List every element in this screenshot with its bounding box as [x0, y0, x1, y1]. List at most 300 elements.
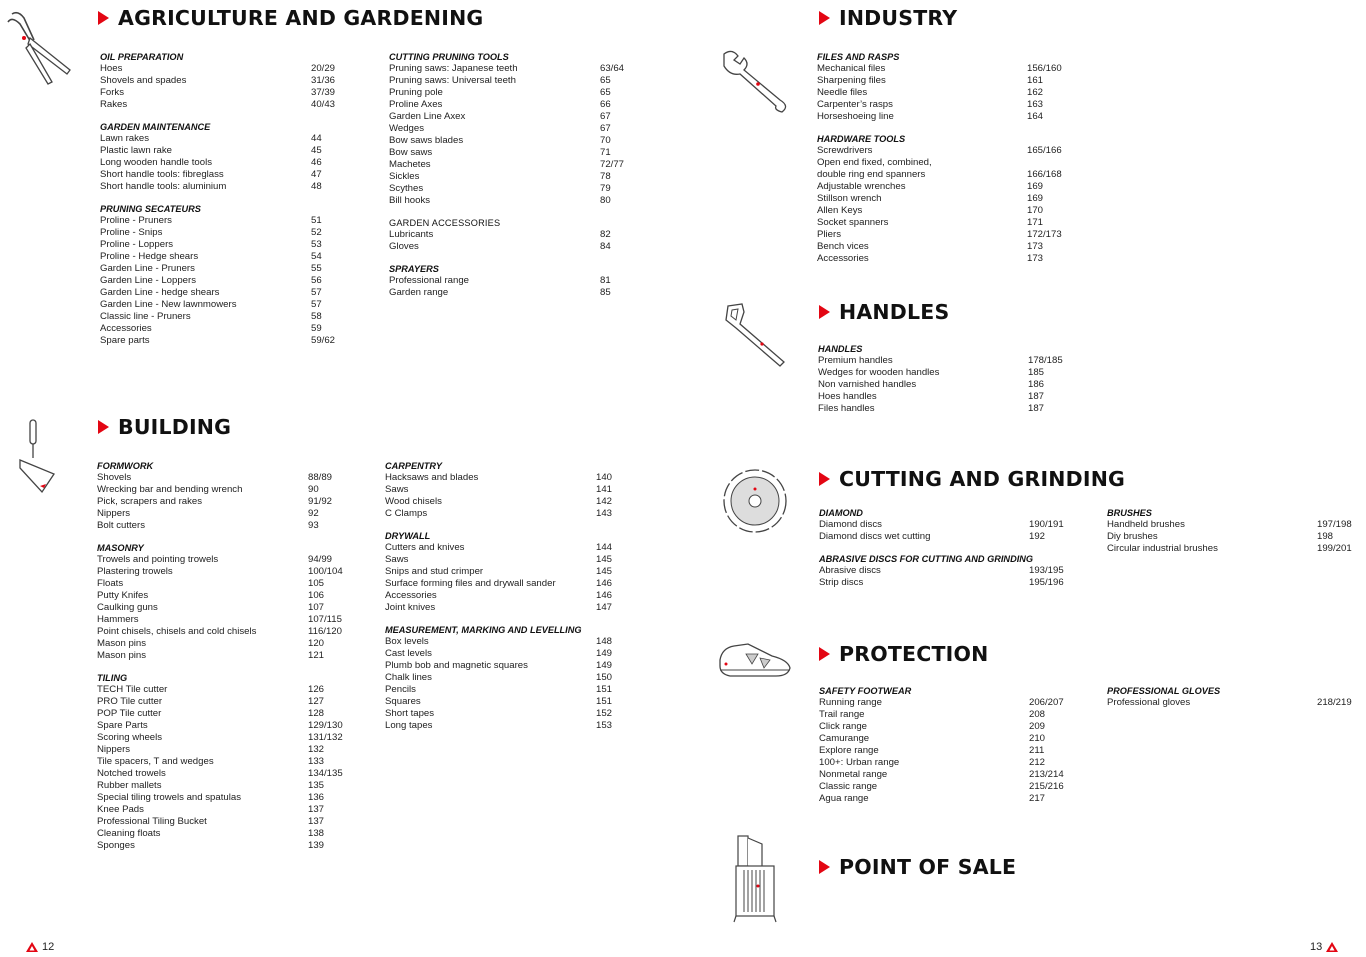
- group-title: PRUNING SECATEURS: [100, 204, 201, 214]
- item-page: 156/160: [1027, 63, 1062, 74]
- wrench-icon: [720, 48, 790, 114]
- item-page: 187: [1028, 391, 1045, 402]
- group-title: DIAMOND: [819, 508, 863, 518]
- index-row: [97, 566, 367, 578]
- index-row: [97, 650, 367, 662]
- item-name: Spare parts: [100, 335, 150, 346]
- section-marker-icon: [98, 420, 109, 434]
- section-title-text: INDUSTRY: [839, 6, 958, 30]
- item-name: Surface forming files and drywall sander: [385, 578, 556, 589]
- item-page: 142: [596, 496, 613, 507]
- index-row: [389, 229, 649, 241]
- item-page: 161: [1027, 75, 1044, 86]
- item-page: 148: [596, 636, 613, 647]
- item-name: Proline Axes: [389, 99, 443, 110]
- item-page: 82: [600, 229, 611, 240]
- item-name: 100+: Urban range: [819, 757, 900, 768]
- item-page: 133: [308, 756, 325, 767]
- cutting-column-2: [1107, 507, 1362, 565]
- item-name: Classic line - Pruners: [100, 311, 191, 322]
- index-row: [385, 708, 645, 720]
- index-row: [100, 323, 360, 335]
- index-row: [818, 355, 1088, 367]
- item-name: Bolt cutters: [97, 520, 145, 531]
- item-name: Putty Knifes: [97, 590, 149, 601]
- item-page: 54: [311, 251, 322, 262]
- index-row: [100, 251, 360, 263]
- section-title-text: AGRICULTURE AND GARDENING: [118, 6, 484, 30]
- index-row: [97, 768, 367, 780]
- item-page: 192: [1029, 531, 1046, 542]
- item-page: 153: [596, 720, 613, 731]
- index-row: [385, 648, 645, 660]
- item-name: Accessories: [385, 590, 437, 601]
- index-row: [100, 63, 360, 75]
- index-group: [100, 51, 360, 111]
- index-row: [97, 638, 367, 650]
- index-row: [385, 602, 645, 614]
- item-name: Mechanical files: [817, 63, 886, 74]
- index-row: [100, 311, 360, 323]
- item-name: Pruning pole: [389, 87, 443, 98]
- index-row: [97, 472, 367, 484]
- group-title: MASONRY: [97, 543, 144, 553]
- index-row: [100, 215, 360, 227]
- brand-logo-icon: [1326, 942, 1338, 952]
- item-name: Knee Pads: [97, 804, 144, 815]
- item-name: Chalk lines: [385, 672, 432, 683]
- item-name: Hacksaws and blades: [385, 472, 479, 483]
- item-page: 144: [596, 542, 613, 553]
- item-page: 164: [1027, 111, 1044, 122]
- item-name: Cast levels: [385, 648, 432, 659]
- item-name: Hoes handles: [818, 391, 877, 402]
- item-page: 209: [1029, 721, 1046, 732]
- item-page: 162: [1027, 87, 1044, 98]
- item-page: 66: [600, 99, 611, 110]
- item-page: 92: [308, 508, 319, 519]
- item-name: Explore range: [819, 745, 879, 756]
- index-group: [819, 553, 1089, 589]
- item-name: Open end fixed, combined,: [817, 157, 932, 168]
- section-marker-icon: [819, 305, 830, 319]
- page-number-right: [1310, 941, 1338, 953]
- index-group: [819, 507, 1089, 543]
- item-page: 198: [1317, 531, 1334, 542]
- item-page: 90: [308, 484, 319, 495]
- building-column-2: [385, 460, 645, 742]
- item-page: 70: [600, 135, 611, 146]
- item-page: 138: [308, 828, 325, 839]
- item-page: 187: [1028, 403, 1045, 414]
- section-title-text: CUTTING AND GRINDING: [839, 467, 1126, 491]
- group-title: GARDEN MAINTENANCE: [100, 122, 211, 132]
- index-row: [97, 708, 367, 720]
- building-column-1: [97, 460, 367, 862]
- item-page: 81: [600, 275, 611, 286]
- item-page: 91/92: [308, 496, 333, 507]
- index-group: [819, 685, 1089, 805]
- item-page: 152: [596, 708, 613, 719]
- group-title: BRUSHES: [1107, 508, 1152, 518]
- item-name: Bow saws blades: [389, 135, 464, 146]
- item-page: 208: [1029, 709, 1046, 720]
- index-row: [389, 63, 649, 75]
- item-name: Proline - Snips: [100, 227, 163, 238]
- index-group: [1107, 507, 1362, 555]
- item-name: Snips and stud crimper: [385, 566, 484, 577]
- item-name: Pencils: [385, 684, 416, 695]
- item-name: Pruning saws: Japanese teeth: [389, 63, 518, 74]
- index-row: [97, 792, 367, 804]
- index-row: [819, 745, 1089, 757]
- item-page: 58: [311, 311, 322, 322]
- agriculture-column-2: [389, 51, 649, 309]
- section-title-industry: [819, 6, 957, 30]
- group-title: OIL PREPARATION: [100, 52, 184, 62]
- section-title-text: POINT OF SALE: [839, 855, 1017, 879]
- item-name: Proline - Hedge shears: [100, 251, 199, 262]
- page-number-text: 13: [1310, 941, 1323, 953]
- item-name: Proline - Pruners: [100, 215, 172, 226]
- index-row: [389, 275, 649, 287]
- item-name: Files handles: [818, 403, 875, 414]
- item-name: Mason pins: [97, 638, 147, 649]
- item-page: 170: [1027, 205, 1044, 216]
- item-page: 107: [308, 602, 325, 613]
- item-name: Caulking guns: [97, 602, 158, 613]
- item-page: 147: [596, 602, 613, 613]
- item-name: Garden Line - Loppers: [100, 275, 196, 286]
- index-row: [100, 87, 360, 99]
- item-name: Trowels and pointing trowels: [97, 554, 219, 565]
- item-page: 146: [596, 578, 613, 589]
- index-row: [817, 75, 1087, 87]
- index-row: [97, 590, 367, 602]
- section-title-agriculture: [98, 6, 483, 30]
- item-name: Tile spacers, T and wedges: [97, 756, 214, 767]
- index-row: [818, 379, 1088, 391]
- index-row: [389, 159, 649, 171]
- item-page: 55: [311, 263, 322, 274]
- item-name: Trail range: [819, 709, 865, 720]
- group-title: DRYWALL: [385, 531, 431, 541]
- item-page: 146: [596, 590, 613, 601]
- index-row: [817, 99, 1087, 111]
- index-group: [97, 542, 367, 662]
- display-stand-icon: [732, 834, 778, 924]
- item-name: Diamond discs: [819, 519, 882, 530]
- item-name: Rakes: [100, 99, 128, 110]
- index-row: [817, 157, 1087, 169]
- item-page: 80: [600, 195, 611, 206]
- index-row: [817, 241, 1087, 253]
- item-page: 121: [308, 650, 325, 661]
- item-page: 212: [1029, 757, 1046, 768]
- item-name: Camurange: [819, 733, 870, 744]
- index-row: [385, 636, 645, 648]
- section-marker-icon: [819, 11, 830, 25]
- item-page: 166/168: [1027, 169, 1062, 180]
- item-page: 106: [308, 590, 325, 601]
- index-row: [100, 227, 360, 239]
- index-row: [97, 508, 367, 520]
- item-name: Sickles: [389, 171, 420, 182]
- item-name: Short tapes: [385, 708, 435, 719]
- item-name: Accessories: [100, 323, 152, 334]
- item-page: 65: [600, 75, 611, 86]
- index-row: [819, 565, 1089, 577]
- index-group: [389, 263, 649, 299]
- item-page: 44: [311, 133, 322, 144]
- index-row: [819, 697, 1089, 709]
- item-name: TECH Tile cutter: [97, 684, 168, 695]
- item-name: Strip discs: [819, 577, 864, 588]
- item-name: Mason pins: [97, 650, 147, 661]
- index-row: [818, 403, 1088, 415]
- index-row: [1107, 519, 1362, 531]
- item-name: Plastic lawn rake: [100, 145, 172, 156]
- lopper-icon: [4, 8, 74, 86]
- index-row: [100, 287, 360, 299]
- group-title: GARDEN ACCESSORIES: [389, 218, 501, 228]
- item-page: 131/132: [308, 732, 343, 743]
- item-name: Screwdrivers: [817, 145, 873, 156]
- index-row: [97, 626, 367, 638]
- index-row: [97, 554, 367, 566]
- item-page: 137: [308, 804, 325, 815]
- item-name: Plastering trowels: [97, 566, 173, 577]
- index-row: [817, 87, 1087, 99]
- item-name: Bill hooks: [389, 195, 431, 206]
- index-row: [100, 169, 360, 181]
- item-name: Saws: [385, 484, 409, 495]
- section-title-text: HANDLES: [839, 300, 950, 324]
- group-title: MEASUREMENT, MARKING AND LEVELLING: [385, 625, 582, 635]
- item-name: Accessories: [817, 253, 869, 264]
- index-row: [100, 335, 360, 347]
- index-row: [385, 696, 645, 708]
- index-row: [100, 145, 360, 157]
- group-title: PROFESSIONAL GLOVES: [1107, 686, 1221, 696]
- index-row: [818, 391, 1088, 403]
- index-row: [817, 193, 1087, 205]
- item-page: 149: [596, 648, 613, 659]
- item-name: Nonmetal range: [819, 769, 888, 780]
- index-row: [97, 816, 367, 828]
- item-page: 197/198: [1317, 519, 1352, 530]
- index-row: [389, 87, 649, 99]
- item-name: Garden Line Axex: [389, 111, 466, 122]
- item-page: 94/99: [308, 554, 333, 565]
- index-row: [819, 757, 1089, 769]
- item-page: 132: [308, 744, 325, 755]
- item-name: Garden Line - New lawnmowers: [100, 299, 237, 310]
- item-name: Pick, scrapers and rakes: [97, 496, 203, 507]
- item-page: 79: [600, 183, 611, 194]
- index-row: [389, 241, 649, 253]
- item-name: Agua range: [819, 793, 869, 804]
- item-name: Stillson wrench: [817, 193, 882, 204]
- index-row: [1107, 531, 1362, 543]
- index-group: [389, 217, 649, 253]
- item-page: 129/130: [308, 720, 343, 731]
- section-title-protection: [819, 642, 988, 666]
- index-row: [97, 614, 367, 626]
- item-page: 163: [1027, 99, 1044, 110]
- index-group: [389, 51, 649, 207]
- item-name: Classic range: [819, 781, 878, 792]
- index-row: [97, 720, 367, 732]
- index-row: [97, 496, 367, 508]
- index-row: [385, 578, 645, 590]
- index-row: [100, 75, 360, 87]
- trowel-icon: [16, 418, 60, 494]
- item-page: 218/219: [1317, 697, 1352, 708]
- protection-column-2: [1107, 685, 1362, 719]
- item-name: Wedges for wooden handles: [818, 367, 940, 378]
- index-row: [819, 519, 1089, 531]
- item-name: Notched trowels: [97, 768, 166, 779]
- item-name: Rubber mallets: [97, 780, 162, 791]
- item-page: 100/104: [308, 566, 343, 577]
- item-page: 53: [311, 239, 322, 250]
- item-name: Pliers: [817, 229, 841, 240]
- item-name: Box levels: [385, 636, 429, 647]
- item-page: 47: [311, 169, 322, 180]
- item-name: Running range: [819, 697, 882, 708]
- index-group: [97, 672, 367, 852]
- item-page: 85: [600, 287, 611, 298]
- item-name: Shovels: [97, 472, 132, 483]
- index-group: [97, 460, 367, 532]
- group-title: HANDLES: [818, 344, 863, 354]
- item-name: Wedges: [389, 123, 425, 134]
- index-row: [385, 496, 645, 508]
- section-title-handles: [819, 300, 949, 324]
- group-title: CUTTING PRUNING TOOLS: [389, 52, 509, 62]
- group-title: FILES AND RASPS: [817, 52, 900, 62]
- index-row: [389, 111, 649, 123]
- index-row: [817, 229, 1087, 241]
- item-page: 145: [596, 554, 613, 565]
- item-page: 149: [596, 660, 613, 671]
- index-row: [817, 111, 1087, 123]
- item-page: 134/135: [308, 768, 343, 779]
- index-row: [819, 531, 1089, 543]
- index-row: [817, 253, 1087, 265]
- section-marker-icon: [819, 647, 830, 661]
- disc-icon: [722, 468, 788, 534]
- item-name: Click range: [819, 721, 867, 732]
- index-row: [97, 840, 367, 852]
- shoe-icon: [716, 640, 794, 682]
- item-page: 51: [311, 215, 322, 226]
- item-name: Proline - Loppers: [100, 239, 174, 250]
- item-name: Long tapes: [385, 720, 433, 731]
- index-row: [817, 181, 1087, 193]
- index-row: [97, 780, 367, 792]
- index-group: [817, 51, 1087, 123]
- item-page: 52: [311, 227, 322, 238]
- item-page: 93: [308, 520, 319, 531]
- item-page: 173: [1027, 253, 1044, 264]
- item-page: 72/77: [600, 159, 625, 170]
- item-page: 57: [311, 287, 322, 298]
- index-row: [389, 99, 649, 111]
- index-row: [97, 696, 367, 708]
- index-row: [819, 793, 1089, 805]
- item-name: Hoes: [100, 63, 123, 74]
- item-page: 193/195: [1029, 565, 1064, 576]
- item-name: Garden Line - Pruners: [100, 263, 195, 274]
- item-name: Gloves: [389, 241, 419, 252]
- index-row: [385, 590, 645, 602]
- item-page: 169: [1027, 193, 1044, 204]
- index-row: [819, 769, 1089, 781]
- index-row: [817, 63, 1087, 75]
- item-name: Forks: [100, 87, 124, 98]
- item-page: 88/89: [308, 472, 333, 483]
- item-name: Short handle tools: fibreglass: [100, 169, 224, 180]
- index-row: [819, 577, 1089, 589]
- item-page: 67: [600, 123, 611, 134]
- index-row: [100, 133, 360, 145]
- index-group: [385, 460, 645, 520]
- item-page: 137: [308, 816, 325, 827]
- index-row: [97, 602, 367, 614]
- item-name: Professional Tiling Bucket: [97, 816, 207, 827]
- item-page: 71: [600, 147, 611, 158]
- cutting-column-1: [819, 507, 1089, 599]
- index-group: [385, 624, 645, 732]
- index-row: [97, 828, 367, 840]
- group-title: FORMWORK: [97, 461, 154, 471]
- page-number-left: [26, 941, 54, 953]
- item-name: Joint knives: [385, 602, 436, 613]
- index-row: [389, 147, 649, 159]
- group-title: ABRASIVE DISCS FOR CUTTING AND GRINDING: [819, 554, 1034, 564]
- item-name: Diamond discs wet cutting: [819, 531, 931, 542]
- item-page: 172/173: [1027, 229, 1062, 240]
- index-row: [389, 183, 649, 195]
- item-page: 46: [311, 157, 322, 168]
- item-name: Long wooden handle tools: [100, 157, 213, 168]
- index-row: [385, 684, 645, 696]
- item-page: 143: [596, 508, 613, 519]
- group-title: SAFETY FOOTWEAR: [819, 686, 912, 696]
- section-marker-icon: [819, 472, 830, 486]
- item-name: Saws: [385, 554, 409, 565]
- index-row: [819, 733, 1089, 745]
- index-group: [817, 133, 1087, 265]
- item-name: Circular industrial brushes: [1107, 543, 1218, 554]
- index-row: [819, 781, 1089, 793]
- index-row: [817, 145, 1087, 157]
- index-row: [97, 484, 367, 496]
- index-row: [385, 542, 645, 554]
- index-row: [817, 169, 1087, 181]
- index-row: [1107, 697, 1362, 709]
- item-name: Squares: [385, 696, 421, 707]
- industry-column-1: [817, 51, 1087, 275]
- index-group: [818, 343, 1088, 415]
- index-row: [385, 660, 645, 672]
- item-name: Allen Keys: [817, 205, 863, 216]
- item-page: 211: [1029, 745, 1045, 756]
- item-name: Wrecking bar and bending wrench: [97, 484, 243, 495]
- item-page: 67: [600, 111, 611, 122]
